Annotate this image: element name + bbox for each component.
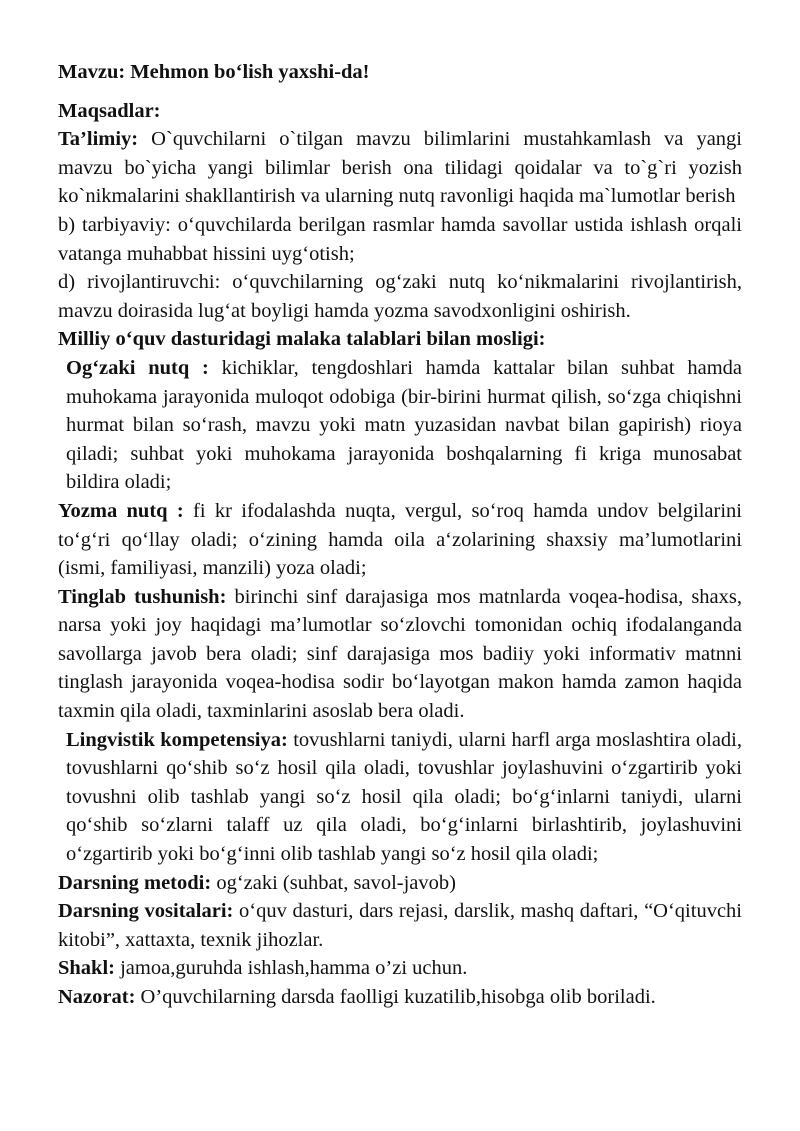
document-page <box>58 58 742 1012</box>
lingvistik-label: Lingvistik kompetensiya: <box>66 728 288 751</box>
shakl-text: jamoa,guruhda ishlash,hamma o’zi uchun. <box>114 957 468 980</box>
goals-heading: Maqsadlar: <box>58 99 161 122</box>
shakl-paragraph <box>58 954 742 983</box>
talimiy-label: Ta’limiy: <box>58 128 139 151</box>
nazorat-label: Nazorat: <box>58 986 136 1008</box>
talimiy-paragraph <box>58 125 742 211</box>
rivojlantiruvchi-paragraph: d) rivojlantiruvchi: o‘quvchilarning og‘zaki nutq ko‘nikmalarini rivojlantirish, mavzu doirasida lug‘at boyligi hamda yozma savodxonligini oshirish. <box>58 271 742 322</box>
talimiy-text: O`quvchilarni o`tilgan mavzu bilimlarini mustahkamlash va yangi mavzu bo`yicha yangi bilimlar berish ona tilidagi qoidalar va to`g`ri yozish ko`nikmalarini shakllantirish va ularning nutq ravonligi haqida ma`lumotlar berish <box>58 128 742 208</box>
lingvistik-text: tovushlarni taniydi, ularni harfl arga moslashtira oladi, tovushlarni qo‘shib so‘z hosil qila oladi, tovushlar joylashuvini o‘zgartirib yoki tovushni olib tashlab yangi so‘z hosil qila oladi; bo‘g‘inlarni taniydi, ularni qo‘shib so‘zlarni talaff uz qila oladi, bo‘g‘inlarni birlashtirib, joylashuvini o‘zgartirib yoki bo‘g‘inni olib tashlab yangi so‘z hosil qila oladi; <box>66 728 742 866</box>
ogzaki-paragraph <box>58 354 742 497</box>
yozma-text: fi kr ifodalashda nuqta, vergul, so‘roq hamda undov belgilarini to‘g‘ri qo‘llay oladi; o‘zining hamda oila a‘zolarining shaxsiy ma’lumotlarini (ismi, familiyasi, manzili) yoza oladi; <box>58 499 742 580</box>
yozma-paragraph <box>58 497 742 583</box>
vositalar-text: o‘quv dasturi, dars rejasi, darslik, mashq daftari, “O‘qituvchi kitobi”, xattaxta, texnik jihozlar. <box>58 900 742 951</box>
metod-text: og‘zaki (suhbat, savol-javob) <box>211 871 456 894</box>
metod-paragraph <box>58 869 742 898</box>
tinglab-text: birinchi sinf darajasiga mos matnlarda voqea-hodisa, shaxs, narsa yoki joy haqidagi ma’lumotlar so‘zlovchi tomonidan ochiq ifodalanganda savollarga javob bera oladi; sinf darajasiga mos badiiy yoki informativ matnni tinglash jarayonida voqea-hodisa sodir bo‘layotgan makon hamda zamon haqida taxmin qila oladi, taxminlarini asoslab bera oladi. <box>58 585 742 723</box>
yozma-label: Yozma nutq : <box>58 499 184 522</box>
shakl-label: Shakl: <box>58 957 115 980</box>
lingvistik-paragraph <box>58 726 742 869</box>
nazorat-paragraph <box>58 983 742 1012</box>
standards-heading: Milliy o‘quv dasturidagi malaka talablari bilan mosligi: <box>58 328 546 351</box>
metod-label: Darsning metodi: <box>58 871 212 894</box>
vositalar-paragraph <box>58 897 742 954</box>
tinglab-label: Tinglab tushunish: <box>58 585 227 608</box>
ogzaki-text: kichiklar, tengdoshlari hamda kattalar bilan suhbat hamda muhokama jarayonida muloqot odobiga (bir-birini hurmat qilish, so‘zga chiqishni hurmat bilan so‘rash, mavzu yoki matn yuzasidan navbat bilan gapirish) rioya qiladi; suhbat yoki muhokama jarayonida boshqalarning fi kriga munosabat bildira oladi; <box>66 356 742 494</box>
tarbiyaviy-paragraph: b) tarbiyaviy: o‘quvchilarda berilgan rasmlar hamda savollar ustida ishlash orqali vatanga muhabbat hissini uyg‘otish; <box>58 213 742 265</box>
ogzaki-label: Og‘zaki nutq : <box>66 356 209 379</box>
lesson-title: Mavzu: Mehmon bo‘lish yaxshi-da! <box>58 61 370 83</box>
vositalar-label: Darsning vositalari: <box>58 900 234 923</box>
nazorat-text: O’quvchilarning darsda faolligi kuzatilib,hisobga olib boriladi. <box>135 986 656 1008</box>
tinglab-paragraph <box>58 583 742 726</box>
